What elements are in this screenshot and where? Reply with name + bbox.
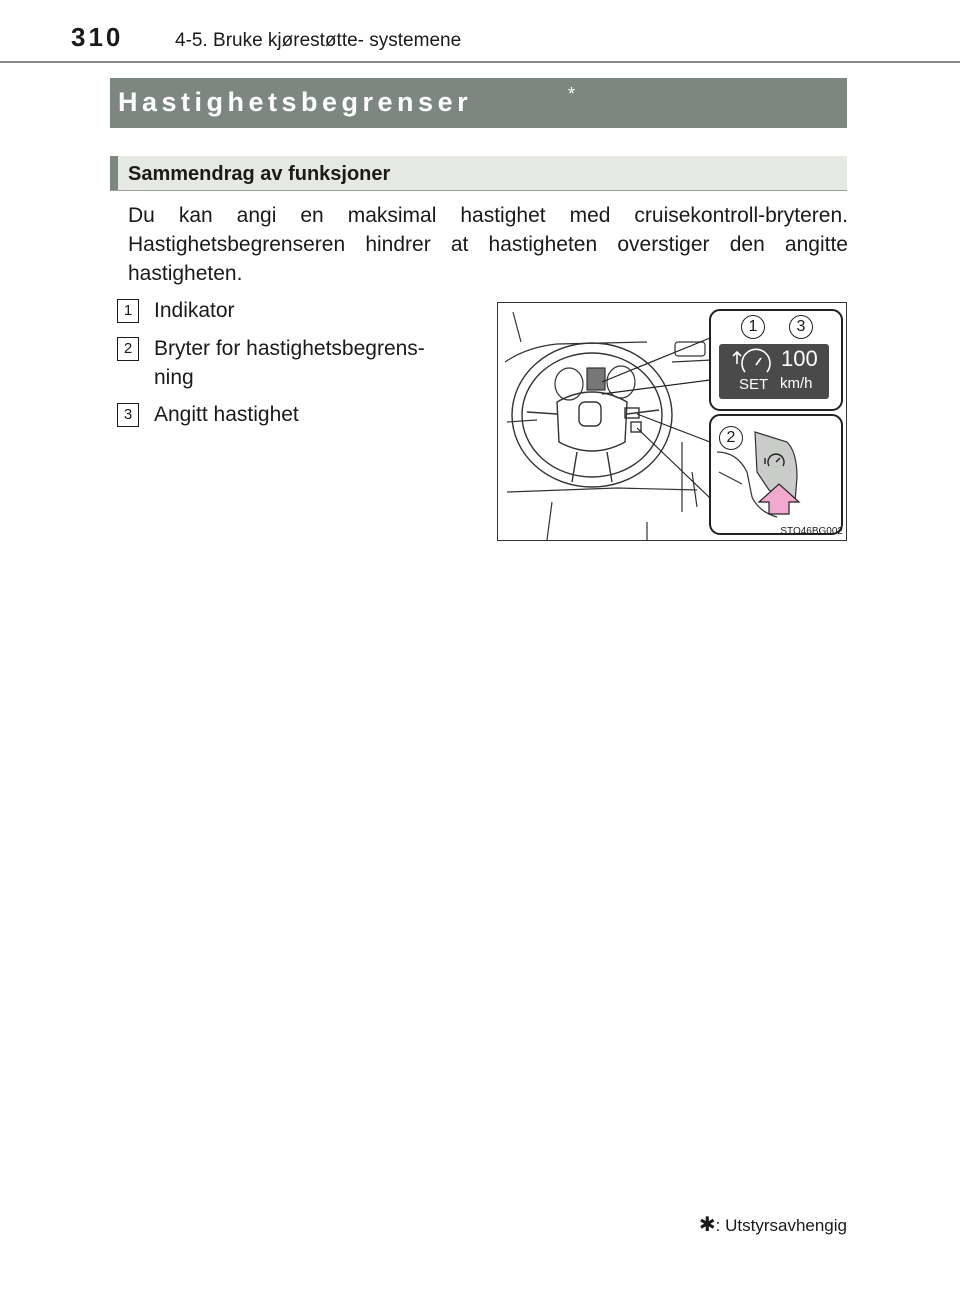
page-number: 310	[71, 22, 124, 52]
steering-wheel-illustration	[497, 302, 847, 541]
title-asterisk: *	[568, 84, 576, 104]
footnote-text: : Utstyrsavhengig	[715, 1216, 847, 1235]
section-bar	[110, 156, 847, 191]
chapter-title: 4-5. Bruke kjørestøtte- systemene	[175, 30, 462, 51]
legend-text: Angitt hastighet	[154, 403, 299, 426]
page-title: Hastighetsbegrenser	[118, 87, 473, 117]
title-bar	[110, 78, 847, 128]
legend-text: Bryter for hastighetsbegrens- ning	[154, 337, 425, 389]
legend-number: 2	[117, 337, 139, 361]
display-set: SET	[739, 376, 769, 393]
display-unit: km/h	[780, 375, 813, 392]
intro-paragraph: Du kan angi en maksimal hastighet med cruisekontroll-bryteren. Hastighetsbegrenseren hindrer at hastigheten overstiger den angitte hastigheten.	[128, 204, 848, 285]
footnote-star: ✱	[698, 1214, 716, 1236]
callout-1: 1	[741, 315, 765, 339]
display-speed: 100	[781, 346, 818, 371]
callout-2: 2	[719, 426, 743, 450]
footnote	[699, 1212, 847, 1237]
figure-code: STO46BG002	[780, 526, 843, 537]
legend-number: 3	[117, 403, 139, 427]
legend-number: 1	[117, 299, 139, 323]
section-title: Sammendrag av funksjoner	[128, 163, 391, 185]
header-divider	[0, 61, 960, 63]
legend-text: Indikator	[154, 299, 235, 322]
section-accent	[110, 156, 118, 190]
callout-3: 3	[789, 315, 813, 339]
